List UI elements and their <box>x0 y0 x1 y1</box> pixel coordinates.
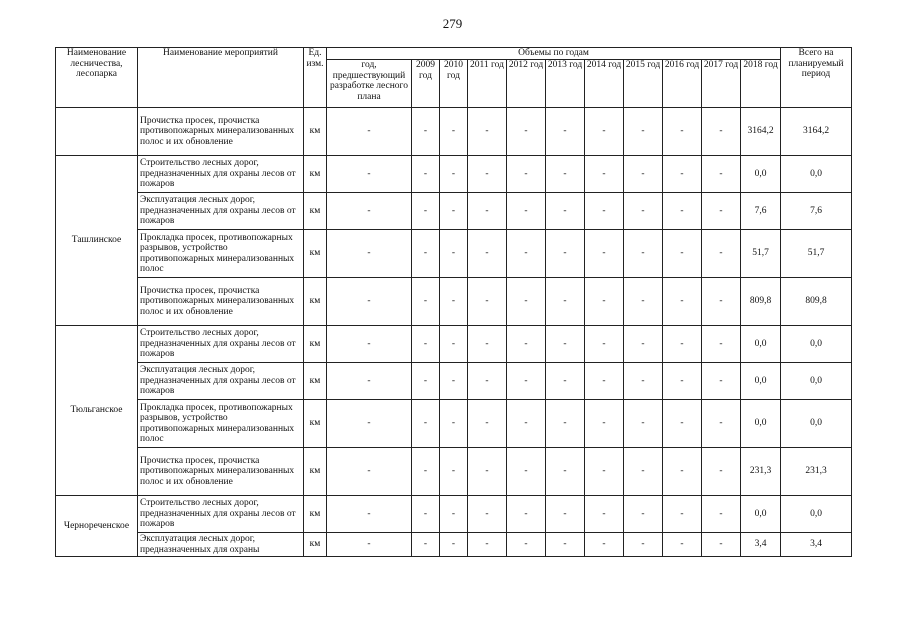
header-year: 2015 год <box>624 60 663 108</box>
year-cell: - <box>624 326 663 363</box>
year-cell: - <box>412 448 440 496</box>
year-cell: - <box>468 400 507 448</box>
year-cell: - <box>507 108 546 156</box>
year-cell: - <box>585 496 624 533</box>
activity-cell: Строительство лесных дорог, предназначенных для охраны лесов от пожаров <box>138 496 304 533</box>
prev-year-cell: - <box>327 156 412 193</box>
year-cell: - <box>546 533 585 557</box>
prev-year-cell: - <box>327 230 412 278</box>
table-row <box>56 326 852 363</box>
year-cell: - <box>440 156 468 193</box>
year-cell: - <box>546 496 585 533</box>
year-cell: - <box>440 108 468 156</box>
year-cell: - <box>507 400 546 448</box>
year-cell: - <box>585 278 624 326</box>
total-cell: 0,0 <box>781 496 852 533</box>
year-cell: - <box>440 363 468 400</box>
unit-cell: км <box>304 230 327 278</box>
unit-cell: км <box>304 156 327 193</box>
header-total: Всего на планируемый период <box>781 48 852 108</box>
year-2018-cell: 0,0 <box>741 496 781 533</box>
total-cell: 3,4 <box>781 533 852 557</box>
unit-cell: км <box>304 400 327 448</box>
year-cell: - <box>468 156 507 193</box>
year-cell: - <box>702 496 741 533</box>
year-cell: - <box>546 448 585 496</box>
unit-cell: км <box>304 326 327 363</box>
year-cell: - <box>507 533 546 557</box>
year-cell: - <box>468 496 507 533</box>
header-year: 2017 год <box>702 60 741 108</box>
activity-cell: Прочистка просек, прочистка противопожарных минерализованных полос и их обновление <box>138 108 304 156</box>
year-cell: - <box>702 278 741 326</box>
year-cell: - <box>624 363 663 400</box>
total-cell: 0,0 <box>781 363 852 400</box>
year-cell: - <box>412 533 440 557</box>
header-year: 2011 год <box>468 60 507 108</box>
year-cell: - <box>468 363 507 400</box>
year-cell: - <box>546 278 585 326</box>
year-cell: - <box>624 230 663 278</box>
year-cell: - <box>412 108 440 156</box>
year-cell: - <box>663 278 702 326</box>
prev-year-cell: - <box>327 533 412 557</box>
total-cell: 3164,2 <box>781 108 852 156</box>
total-cell: 231,3 <box>781 448 852 496</box>
year-cell: - <box>440 400 468 448</box>
table-row <box>56 448 852 496</box>
year-cell: - <box>507 193 546 230</box>
activity-cell: Прочистка просек, прочистка противопожарных минерализованных полос и их обновление <box>138 448 304 496</box>
year-cell: - <box>663 193 702 230</box>
unit-cell: км <box>304 363 327 400</box>
table-row <box>56 363 852 400</box>
year-cell: - <box>702 193 741 230</box>
activity-cell: Строительство лесных дорог, предназначенных для охраны лесов от пожаров <box>138 326 304 363</box>
year-2018-cell: 809,8 <box>741 278 781 326</box>
header-year: 2014 год <box>585 60 624 108</box>
header-forestry: Наименование лесничества, лесопарка <box>56 48 138 108</box>
activity-cell: Прочистка просек, прочистка противопожарных минерализованных полос и их обновление <box>138 278 304 326</box>
year-cell: - <box>468 533 507 557</box>
year-cell: - <box>624 278 663 326</box>
activity-cell: Эксплуатация лесных дорог, предназначенных для охраны <box>138 533 304 557</box>
activity-cell: Прокладка просек, противопожарных разрывов, устройство противопожарных минерализованных полос <box>138 230 304 278</box>
year-cell: - <box>624 448 663 496</box>
year-cell: - <box>507 278 546 326</box>
year-cell: - <box>624 496 663 533</box>
prev-year-cell: - <box>327 448 412 496</box>
year-cell: - <box>702 448 741 496</box>
year-cell: - <box>585 400 624 448</box>
year-2018-cell: 0,0 <box>741 326 781 363</box>
table-row <box>56 193 852 230</box>
year-cell: - <box>624 156 663 193</box>
header-year: 2018 год <box>741 60 781 108</box>
total-cell: 809,8 <box>781 278 852 326</box>
total-cell: 0,0 <box>781 156 852 193</box>
year-cell: - <box>702 230 741 278</box>
year-cell: - <box>663 108 702 156</box>
year-cell: - <box>440 230 468 278</box>
year-cell: - <box>585 448 624 496</box>
year-cell: - <box>663 230 702 278</box>
prev-year-cell: - <box>327 326 412 363</box>
year-cell: - <box>663 496 702 533</box>
year-cell: - <box>412 400 440 448</box>
year-cell: - <box>546 363 585 400</box>
year-cell: - <box>585 108 624 156</box>
year-cell: - <box>702 156 741 193</box>
year-cell: - <box>468 448 507 496</box>
year-cell: - <box>440 533 468 557</box>
year-cell: - <box>440 448 468 496</box>
forestry-cell: Тюльганское <box>56 326 138 496</box>
year-cell: - <box>412 278 440 326</box>
year-cell: - <box>507 230 546 278</box>
year-2018-cell: 0,0 <box>741 363 781 400</box>
year-cell: - <box>412 496 440 533</box>
header-activity: Наименование мероприятий <box>138 48 304 108</box>
year-2018-cell: 3164,2 <box>741 108 781 156</box>
total-cell: 0,0 <box>781 400 852 448</box>
table-row <box>56 278 852 326</box>
year-2018-cell: 7,6 <box>741 193 781 230</box>
year-cell: - <box>663 363 702 400</box>
table-row <box>56 108 852 156</box>
forestry-cell: Чернореченское <box>56 496 138 557</box>
year-cell: - <box>468 108 507 156</box>
year-cell: - <box>585 326 624 363</box>
table-row <box>56 156 852 193</box>
year-cell: - <box>663 326 702 363</box>
year-cell: - <box>440 193 468 230</box>
year-cell: - <box>546 193 585 230</box>
unit-cell: км <box>304 108 327 156</box>
year-cell: - <box>440 278 468 326</box>
year-cell: - <box>663 156 702 193</box>
prev-year-cell: - <box>327 278 412 326</box>
year-cell: - <box>546 326 585 363</box>
forestry-cell: Ташлинское <box>56 156 138 326</box>
year-cell: - <box>585 230 624 278</box>
activity-cell: Прокладка просек, противопожарных разрывов, устройство противопожарных минерализованных полос <box>138 400 304 448</box>
unit-cell: км <box>304 448 327 496</box>
total-cell: 7,6 <box>781 193 852 230</box>
year-cell: - <box>585 533 624 557</box>
activity-cell: Эксплуатация лесных дорог, предназначенных для охраны лесов от пожаров <box>138 363 304 400</box>
year-2018-cell: 0,0 <box>741 156 781 193</box>
year-2018-cell: 231,3 <box>741 448 781 496</box>
activity-cell: Эксплуатация лесных дорог, предназначенных для охраны лесов от пожаров <box>138 193 304 230</box>
table-row <box>56 230 852 278</box>
year-cell: - <box>507 363 546 400</box>
year-cell: - <box>468 230 507 278</box>
year-cell: - <box>468 326 507 363</box>
year-cell: - <box>585 156 624 193</box>
year-cell: - <box>702 326 741 363</box>
unit-cell: км <box>304 496 327 533</box>
prev-year-cell: - <box>327 496 412 533</box>
year-cell: - <box>702 533 741 557</box>
year-cell: - <box>507 448 546 496</box>
unit-cell: км <box>304 193 327 230</box>
year-cell: - <box>412 363 440 400</box>
prev-year-cell: - <box>327 363 412 400</box>
year-cell: - <box>624 400 663 448</box>
header-year: 2010 год <box>440 60 468 108</box>
prev-year-cell: - <box>327 193 412 230</box>
forest-activities-table <box>55 47 852 557</box>
year-cell: - <box>702 108 741 156</box>
total-cell: 51,7 <box>781 230 852 278</box>
year-cell: - <box>702 400 741 448</box>
year-cell: - <box>507 156 546 193</box>
year-cell: - <box>663 448 702 496</box>
header-year: 2013 год <box>546 60 585 108</box>
year-cell: - <box>546 400 585 448</box>
year-cell: - <box>440 496 468 533</box>
year-cell: - <box>585 363 624 400</box>
table-row <box>56 533 852 557</box>
total-cell: 0,0 <box>781 326 852 363</box>
unit-cell: км <box>304 278 327 326</box>
year-cell: - <box>624 193 663 230</box>
forestry-cell <box>56 108 138 156</box>
year-cell: - <box>468 193 507 230</box>
header-year: 2016 год <box>663 60 702 108</box>
unit-cell: км <box>304 533 327 557</box>
year-cell: - <box>663 533 702 557</box>
year-cell: - <box>663 400 702 448</box>
year-cell: - <box>412 156 440 193</box>
year-cell: - <box>546 156 585 193</box>
prev-year-cell: - <box>327 108 412 156</box>
year-2018-cell: 3,4 <box>741 533 781 557</box>
year-cell: - <box>507 326 546 363</box>
year-cell: - <box>507 496 546 533</box>
header-year: 2009 год <box>412 60 440 108</box>
year-2018-cell: 51,7 <box>741 230 781 278</box>
activity-cell: Строительство лесных дорог, предназначенных для охраны лесов от пожаров <box>138 156 304 193</box>
header-unit: Ед. изм. <box>304 48 327 108</box>
year-2018-cell: 0,0 <box>741 400 781 448</box>
header-year: 2012 год <box>507 60 546 108</box>
year-cell: - <box>546 230 585 278</box>
year-cell: - <box>412 326 440 363</box>
header-volumes: Объемы по годам <box>327 48 781 60</box>
year-cell: - <box>412 230 440 278</box>
year-cell: - <box>585 193 624 230</box>
header-prev-year: год, предшествующий разработке лесного плана <box>327 60 412 108</box>
year-cell: - <box>440 326 468 363</box>
year-cell: - <box>624 533 663 557</box>
year-cell: - <box>412 193 440 230</box>
year-cell: - <box>546 108 585 156</box>
year-cell: - <box>624 108 663 156</box>
page-number: 279 <box>442 16 463 31</box>
year-cell: - <box>702 363 741 400</box>
table-row <box>56 496 852 533</box>
year-cell: - <box>468 278 507 326</box>
prev-year-cell: - <box>327 400 412 448</box>
table-row <box>56 400 852 448</box>
